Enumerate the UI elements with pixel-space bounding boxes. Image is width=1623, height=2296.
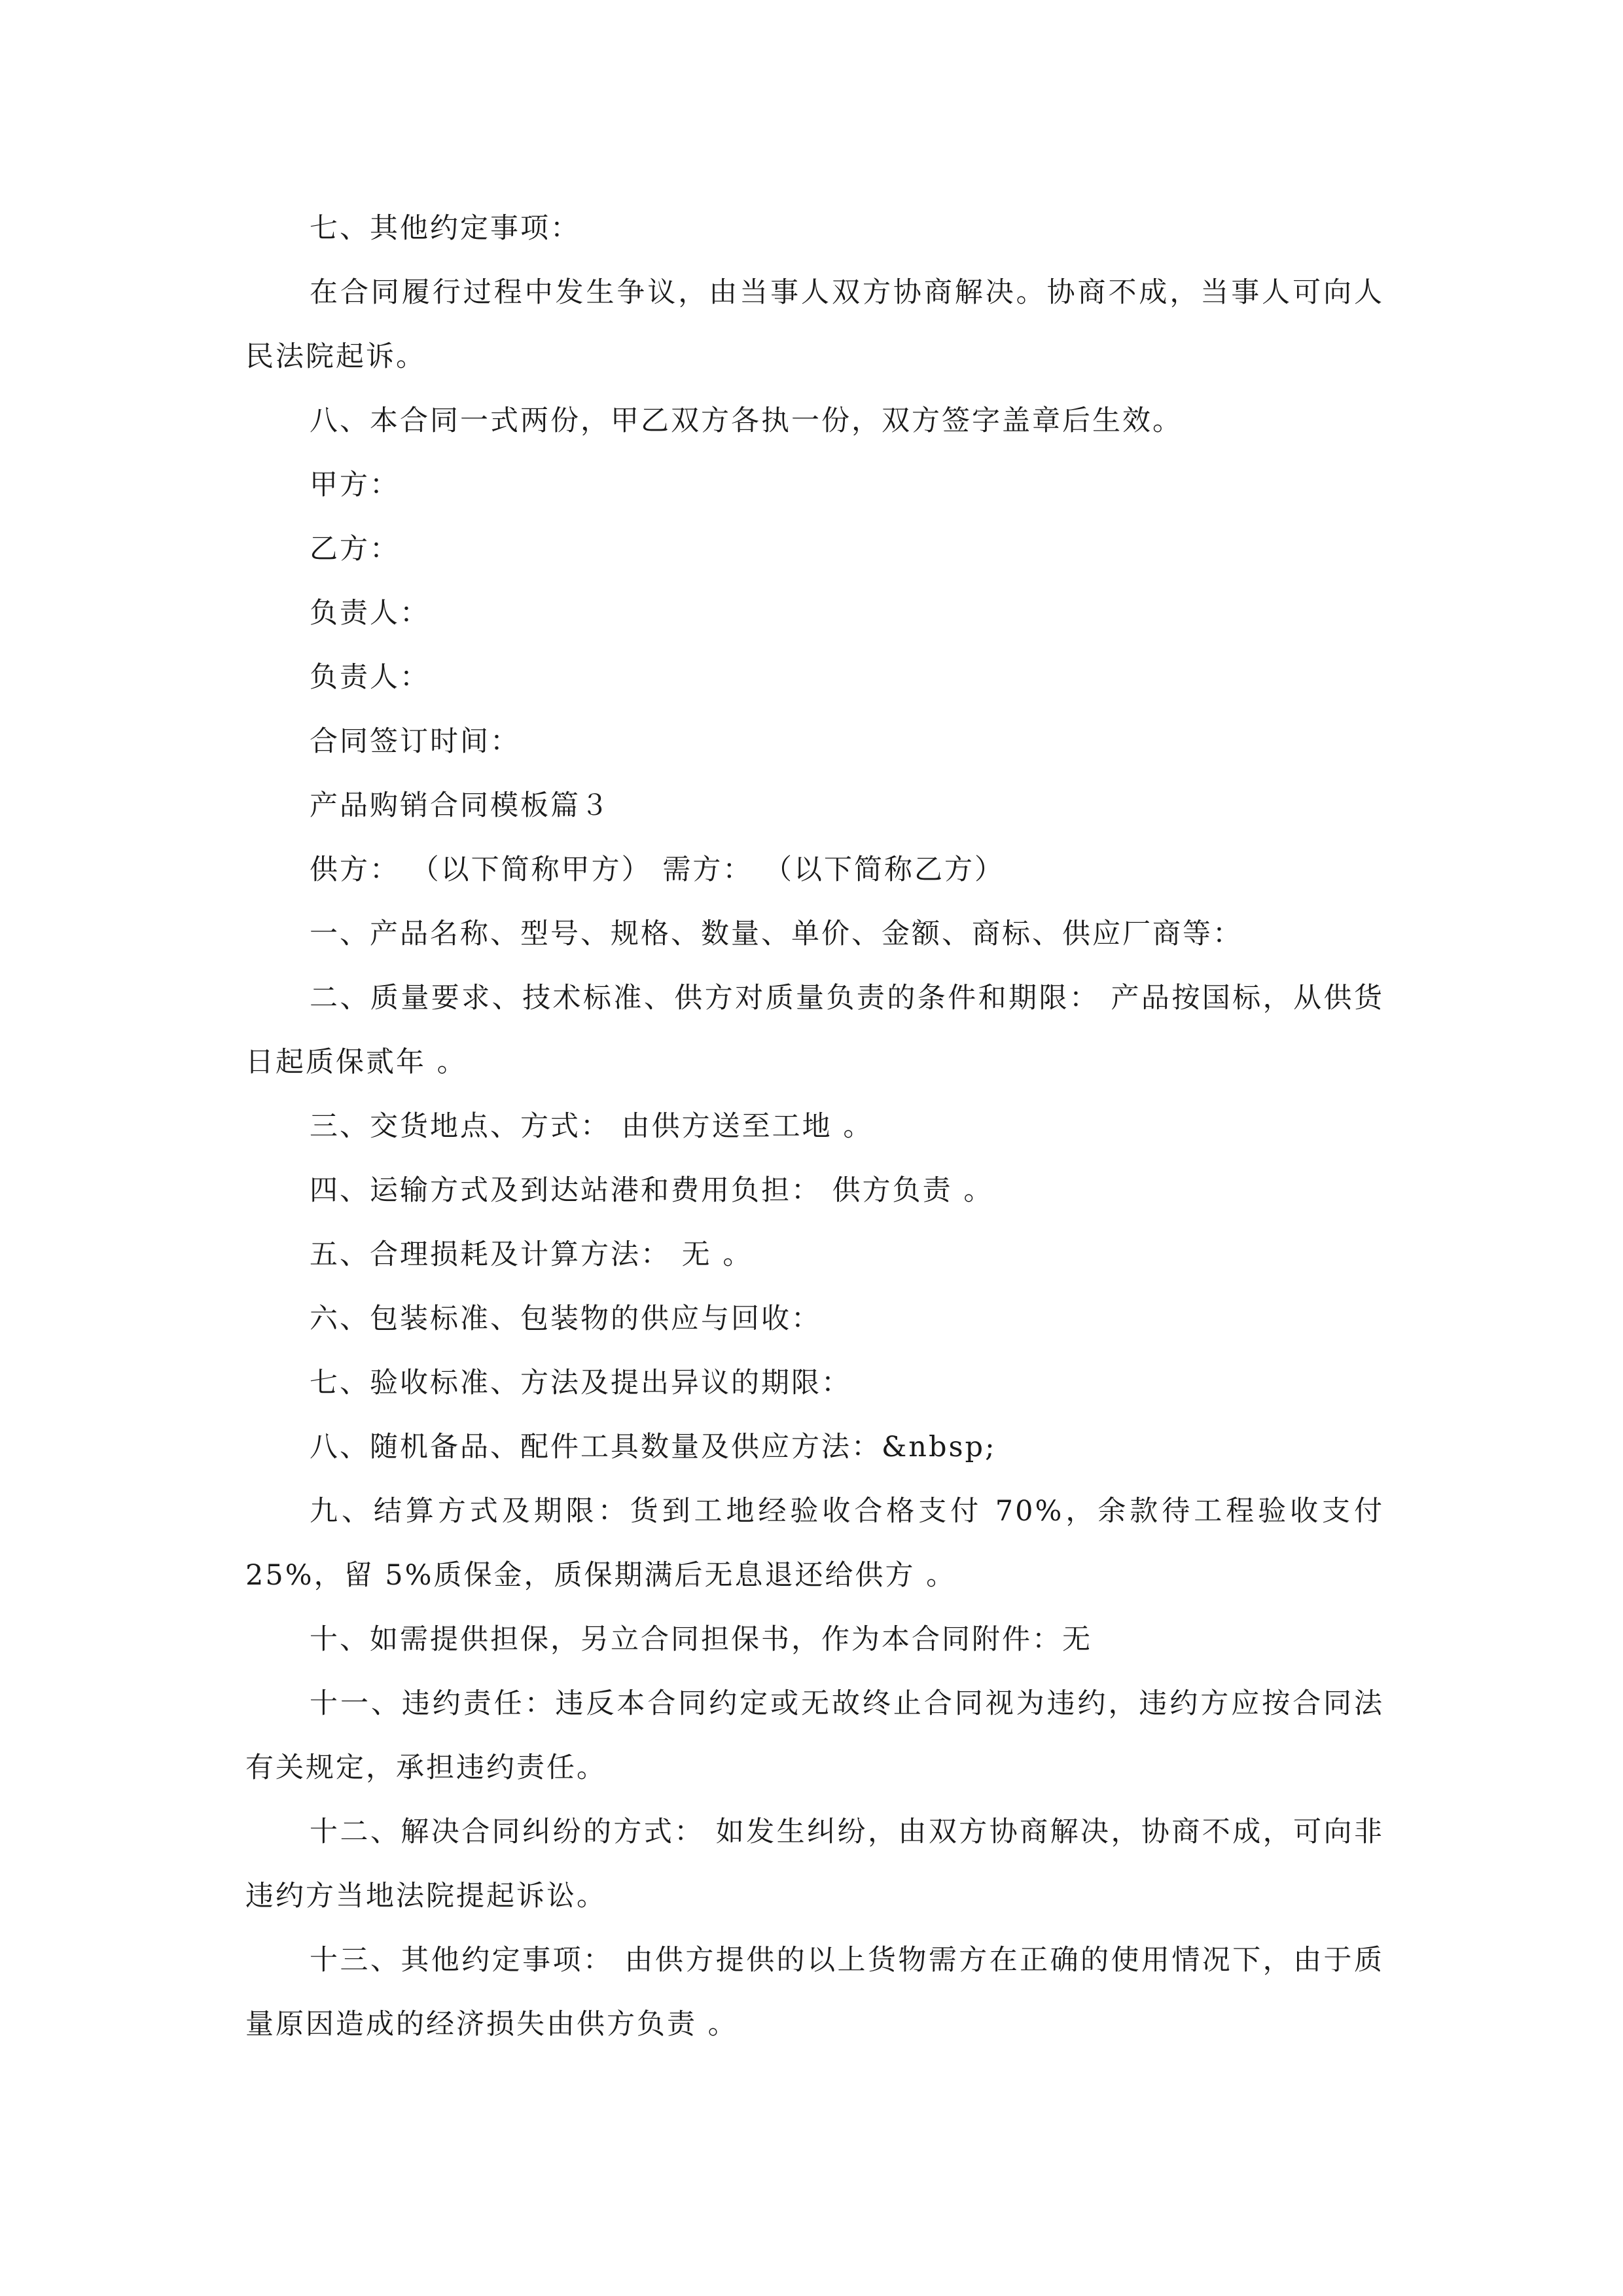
party-a-label: 甲方： [310, 469, 400, 501]
clause-7-acceptance: 七、验收标准、方法及提出异议的期限： [310, 1367, 851, 1399]
document-body [245, 196, 1395, 2056]
clause-8-spare-parts: 八、随机备品、配件工具数量及供应方法：&nbsp; [310, 1431, 997, 1463]
person-in-charge-a: 负责人： [310, 597, 430, 630]
clause-1-product: 一、产品名称、型号、规格、数量、单价、金额、商标、供应厂商等： [310, 918, 1243, 950]
supplier-buyer-line: 供方： （以下简称甲方） 需方： （以下简称乙方） [310, 853, 1005, 886]
clause-7-heading: 七、其他约定事项： [310, 212, 580, 245]
party-b-label: 乙方： [310, 533, 400, 565]
clause-9-settlement: 九、结算方式及期限：货到工地经验收合格支付 70%，余款待工程验收支付 25%，留 5%质保金，质保期满后无息退还给供方 。 [245, 1495, 1395, 1592]
clause-13-other: 十三、其他约定事项： 由供方提供的以上货物需方在正确的使用情况下，由于质量原因造成的经济损失由供方负责 。 [245, 1944, 1384, 2041]
clause-3-delivery: 三、交货地点、方式： 由供方送至工地 。 [310, 1110, 874, 1143]
clause-5-loss: 五、合理损耗及计算方法： 无 。 [310, 1238, 753, 1271]
person-in-charge-b: 负责人： [310, 661, 430, 694]
signing-date-label: 合同签订时间： [310, 725, 520, 758]
clause-2-quality: 二、质量要求、技术标准、供方对质量负责的条件和期限： 产品按国标，从供货日起质保贰年 。 [245, 982, 1384, 1079]
clause-11-liability: 十一、违约责任：违反本合同约定或无故终止合同视为违约，违约方应按合同法有关规定，承担违约责任。 [245, 1687, 1384, 1784]
clause-4-transport: 四、运输方式及到达站港和费用负担： 供方负责 。 [310, 1174, 994, 1207]
clause-12-disputes: 十二、解决合同纠纷的方式： 如发生纠纷，由双方协商解决，协商不成，可向非违约方当地法院提起诉讼。 [245, 1816, 1384, 1912]
clause-8-effectiveness: 八、本合同一式两份，甲乙双方各执一份，双方签字盖章后生效。 [310, 404, 1183, 437]
clause-10-guarantee: 十、如需提供担保，另立合同担保书，作为本合同附件：无 [310, 1623, 1092, 1656]
dispute-resolution-text: 在合同履行过程中发生争议，由当事人双方协商解决。协商不成，当事人可向人民法院起诉。 [245, 276, 1384, 373]
template-3-title: 产品购销合同模板篇３ [310, 789, 611, 822]
clause-6-packaging: 六、包装标准、包装物的供应与回收： [310, 1302, 821, 1335]
